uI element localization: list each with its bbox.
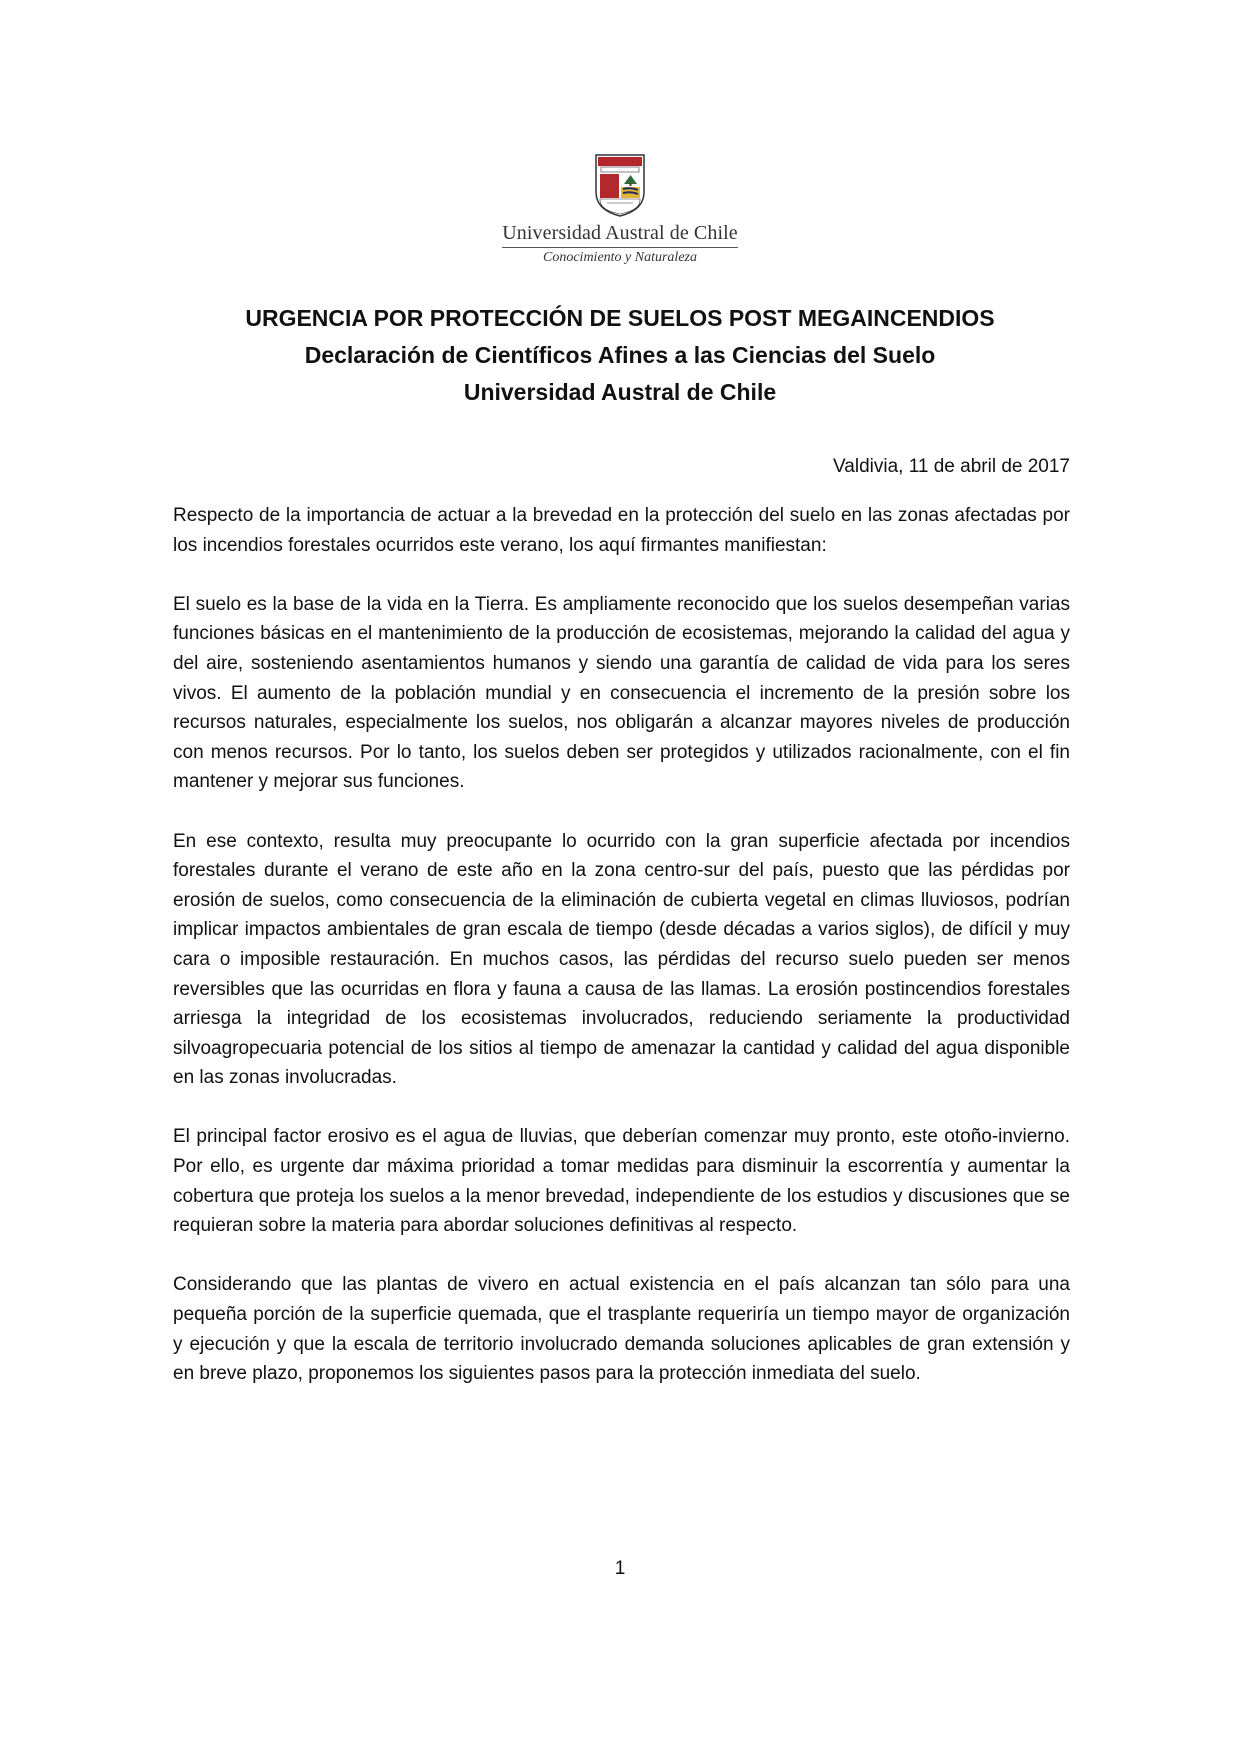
paragraph: Considerando que las plantas de vivero en actual existencia en el país alcanzan tan sólo para una pequeña porción de la superficie quemada, que el trasplante requeriría un tiempo mayor de organización y ejecución y que la escala de territorio involucrado demanda soluciones aplicables de gran extensión y en breve plazo, proponemos los siguientes pasos para la protección inmediata del suelo. xyxy=(173,1274,1070,1385)
university-name: Universidad Austral de Chile xyxy=(502,222,738,244)
university-logo xyxy=(500,152,740,266)
document-date: Valdivia, 11 de abril de 2017 xyxy=(833,456,1070,477)
paragraph: El principal factor erosivo es el agua de lluvias, que deberían comenzar muy pronto, este otoño-invierno. Por ello, es urgente dar máxima prioridad a tomar medidas para disminuir la escorrentía y aumentar la cobertura que proteja los suelos a la menor brevedad, independiente de los estudios y discusiones que se requieran sobre la materia para abordar soluciones definitivas al respecto. xyxy=(173,1126,1070,1237)
university-motto: Conocimiento y Naturaleza xyxy=(543,250,697,265)
paragraph: El suelo es la base de la vida en la Tierra. Es ampliamente reconocido que los suelos desempeñan varias funciones básicas en el mantenimiento de la producción de ecosistemas, mejorando la calidad del agua y del aire, sosteniendo asentamientos humanos y siendo una garantía de calidad de vida para los seres vivos. El aumento de la población mundial y en consecuencia el incremento de la presión sobre los recursos naturales, especialmente los suelos, nos obligarán a alcanzar mayores niveles de producción con menos recursos. Por lo tanto, los suelos deben ser protegidos y utilizados racionalmente, con el fin mantener y mejorar sus funciones. xyxy=(173,593,1070,793)
institution-title: Universidad Austral de Chile xyxy=(463,379,777,405)
document-body xyxy=(173,501,1070,1418)
university-crest-icon xyxy=(593,152,647,218)
logo-divider xyxy=(502,247,738,248)
paragraph: Respecto de la importancia de actuar a la brevedad en la protección del suelo en las zonas afectadas por los incendios forestales ocurridos este verano, los aquí firmantes manifiestan: xyxy=(173,505,1070,556)
page-number: 1 xyxy=(614,1558,626,1579)
document-title-block xyxy=(150,300,1090,411)
paragraph: En ese contexto, resulta muy preocupante lo ocurrido con la gran superficie afectada por incendios forestales durante el verano de este año en la zona centro-sur del país, puesto que las pérdidas por erosión de suelos, como consecuencia de la eliminación de cubierta vegetal en climas lluviosos, podrían implicar impactos ambientales de gran escala de tiempo (desde décadas a varios siglos), de difícil y muy cara o imposible restauración. En muchos casos, las pérdidas del recurso suelo pueden ser menos reversibles que las ocurridas en flora y fauna a causa de las llamas. La erosión postincendios forestales arriesga la integridad de los ecosistemas involucrados, reduciendo seriamente la productividad silvoagropecuaria potencial de los sitios al tiempo de amenazar la cantidad y calidad del agua disponible en las zonas involucradas. xyxy=(173,830,1070,1089)
main-title: URGENCIA POR PROTECCIÓN DE SUELOS POST MEGAINCENDIOS xyxy=(245,305,995,331)
subtitle: Declaración de Científicos Afines a las Ciencias del Suelo xyxy=(304,342,936,368)
